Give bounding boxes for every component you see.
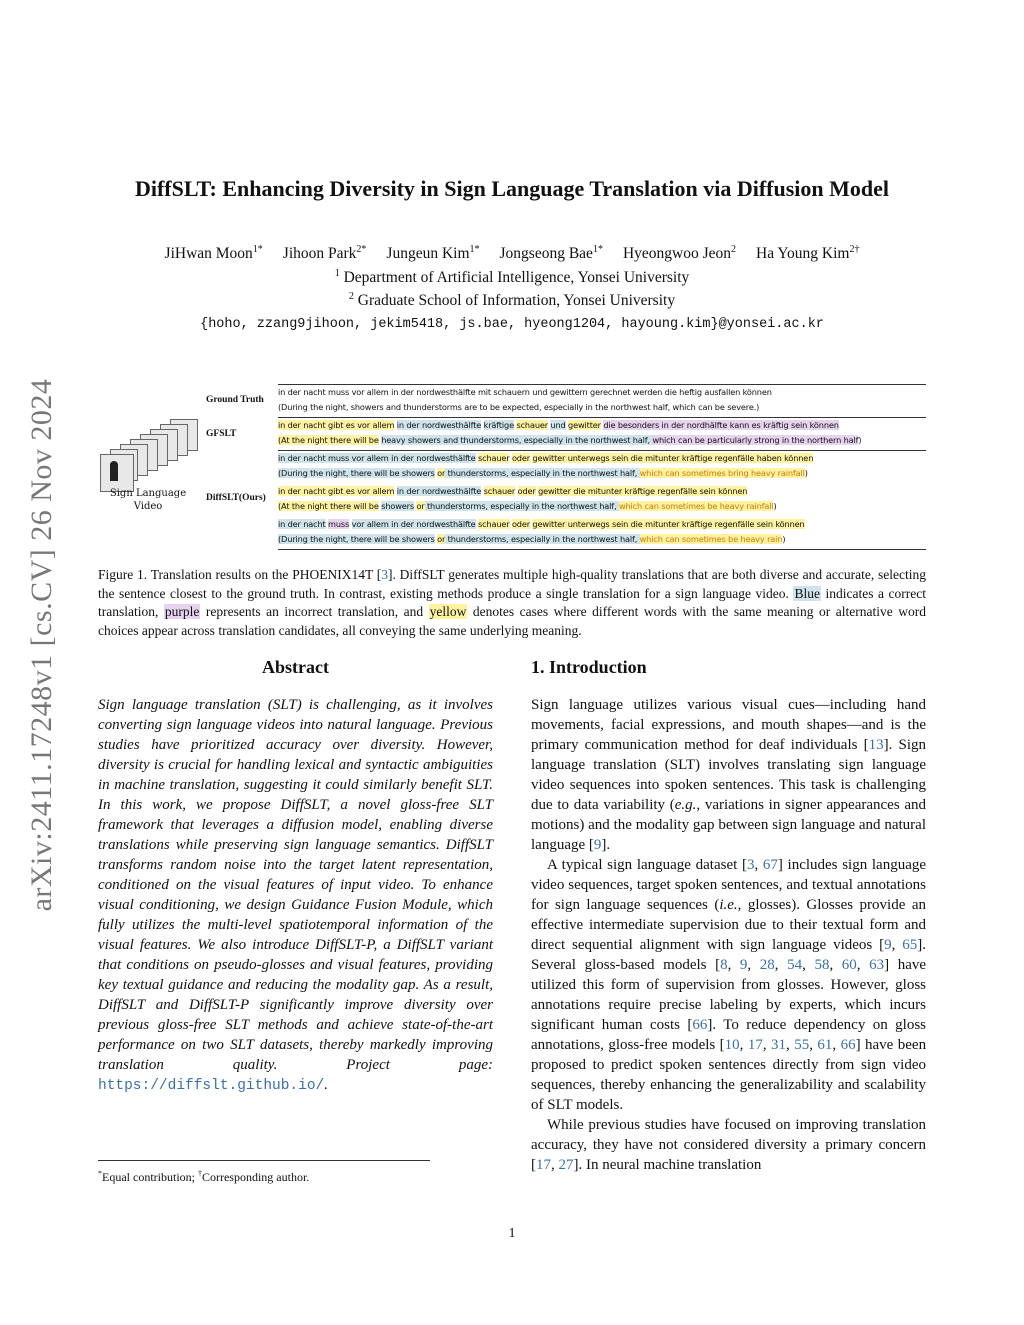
- legend-yellow: yellow: [429, 604, 467, 619]
- text-run: ,: [829, 957, 842, 973]
- abstract-heading: Abstract: [262, 657, 329, 677]
- text-run: ].: [601, 837, 611, 853]
- text-run: ,: [551, 1157, 559, 1173]
- label-ground-truth: Ground Truth: [206, 395, 264, 405]
- paper-title: DiffSLT: Enhancing Diversity in Sign Language Translation via Diffusion Model: [134, 176, 890, 201]
- citation-link[interactable]: 10: [724, 1037, 740, 1053]
- text-run: ,: [727, 957, 740, 973]
- citation-link[interactable]: 67: [762, 857, 778, 873]
- citation-link[interactable]: 54: [787, 957, 803, 973]
- caption-citation[interactable]: 3: [381, 567, 388, 582]
- citation-link[interactable]: 60: [841, 957, 857, 973]
- text-run: ]. To reduce dependency on gloss annotations, gloss-free models [: [531, 1017, 927, 1053]
- affiliation-2: $^2$ Graduate School of Information, Yonsei University: [348, 291, 676, 310]
- project-page-link[interactable]: https://diffslt.github.io/: [98, 1078, 325, 1094]
- citation-link[interactable]: 27: [558, 1157, 574, 1173]
- arxiv-stamp: arXiv:2411.17248v1 [cs.CV] 26 Nov 2024: [25, 378, 58, 912]
- citation-link[interactable]: 65: [902, 937, 918, 953]
- abstract-body: Sign language translation (SLT) is challenging, as it involves converting sign language videos into natural language. Previous studies have prioritized accuracy over diversity. However, diversity is crucial for handling lexical and syntactic ambiguities in machine translation, suggesting it could similarly benefit SLT. In this work, we propose DiffSLT, a novel gloss-free SLT framework that leverages a diffusion model, enabling diverse translations while preserving sign language semantics. DiffSLT transforms random noise into the target latent representation, conditioned on the visual features of input video. To enhance visual conditioning, we design Guidance Fusion Module, which fully utilizes the multi-level spatiotemporal information of the visual features. We also introduce DiffSLT-P, a DiffSLT variant that conditions on pseudo-glosses and visual features, providing key textual guidance and reducing the modality gap. As a result, DiffSLT and DiffSLT-P significantly improve diversity over previous gloss-free SLT methods and achieve state-of-the-art performance on two SLT datasets, thereby markedly improving translation quality. Project page: https://diffslt.github.io/.: [98, 697, 493, 1094]
- citation-link[interactable]: 9: [739, 957, 748, 973]
- sign-video-thumbnails: [100, 419, 200, 491]
- citation-link[interactable]: 3: [746, 857, 755, 873]
- gfslt-translation: in der nacht gibt es vor allem in der nordwesthälfte kräftige schauer und gewitter die besonders in der nordhälfte kann es kräftig sein können (At the night there will be heavy showers and thunderstorms, especially in the northwest half, which can be particularly strong in the northern half): [278, 420, 862, 445]
- video-label: Sign Language Video: [109, 488, 187, 512]
- citation-link[interactable]: 61: [817, 1037, 833, 1053]
- introduction-heading: 1. Introduction: [531, 657, 647, 677]
- text-run: ] have utilized this form of supervision from glosses. However, gloss annotations require precise labeling by experts, which incurs significant human costs [: [531, 957, 927, 1033]
- text-run: ]. Several gloss-based models [: [531, 937, 926, 973]
- legend-blue: Blue: [794, 585, 820, 601]
- text-run: ] have been proposed to predict spoken sentences directly from sign video sequences, thereby enhancing the generalizability and scalability of SLT models.: [531, 1037, 927, 1113]
- citation-link[interactable]: 58: [814, 957, 830, 973]
- citation-link[interactable]: 13: [868, 737, 884, 753]
- citation-link[interactable]: 63: [869, 957, 885, 973]
- text-run: A typical sign language dataset [: [547, 857, 747, 873]
- text-run: ,: [802, 957, 815, 973]
- author-list: [0, 244, 1024, 263]
- text-run: ,: [774, 957, 788, 973]
- text-run: ,: [762, 1037, 772, 1053]
- affiliation-1: $^1$ Department of Artificial Intelligence, Yonsei University: [334, 268, 690, 287]
- text-run: ]. Sign language translation (SLT) involves translating sign language video sequences into spoken sentences. This task is challenging due to data variability (: [531, 737, 926, 813]
- author: Jihoon Park$^{2*}$: [282, 244, 367, 263]
- citation-link[interactable]: 17: [536, 1157, 551, 1173]
- text-run: ,: [856, 957, 870, 973]
- figure-1: [98, 383, 926, 551]
- diffslt-translation-1: in der nacht muss vor allem in der nordwesthälfte schauer oder gewitter unterwegs sein die mitunter kräftige regenfälle haben können (During the night, there will be showers or thunderstorms, especially in the northwest half, which can sometimes bring heavy rainfall): [278, 453, 814, 478]
- label-diffslt: DiffSLT(Ours): [206, 493, 266, 503]
- text-run: ,: [891, 937, 903, 953]
- footnote: *Equal contribution; †Corresponding author.: [98, 1169, 310, 1184]
- author: Jungeun Kim$^{1*}$: [386, 244, 480, 263]
- emphasis: e.g.: [674, 797, 697, 813]
- diffslt-translation-3: in der nacht muss vor allem in der nordwesthälfte schauer oder gewitter unterwegs sein die mitunter kräftige regenfälle sein können (During the night, there will be showers or thunderstorms, especially in the northwest half, which can sometimes be heavy rain): [278, 519, 805, 544]
- text-run: ,: [832, 1037, 841, 1053]
- text-run: ,: [747, 957, 760, 973]
- diffslt-translation-2: in der nacht gibt es vor allem in der nordwesthälfte schauer oder gewitter die mitunter kräftige regenfälle sein können (At the night there will be showers or thunderstorms, especially in the northwest half, which can sometimes be heavy rainfall): [278, 486, 777, 511]
- text-run: While previous studies have focused on improving translation accuracy, they have not considered diversity a primary concern [: [531, 1117, 926, 1173]
- introduction-section: [531, 657, 926, 1175]
- ground-truth-translation: in der nacht muss vor allem in der nordwesthälfte mit schauern und gewittern gerechnet werden die heftig ausfallen können (During the night, showers and thunderstorms are to be expected, especially in the northwest half, which can be severe.): [278, 387, 772, 412]
- citation-link[interactable]: 31: [771, 1037, 787, 1053]
- text-run: ,: [809, 1037, 818, 1053]
- citation-link[interactable]: 66: [840, 1037, 856, 1053]
- text-run: , glosses). Glosses provide an effective intermediate supervision due to their textual form and direct sequential alignment with sign language videos [: [531, 897, 926, 953]
- legend-purple: purple: [164, 604, 200, 619]
- author: JiHwan Moon$^{1*}$: [164, 244, 263, 263]
- abstract-section: [98, 657, 493, 1096]
- footnote-rule: [98, 1160, 430, 1161]
- text-run: ]. In neural machine translation: [573, 1157, 762, 1173]
- citation-link[interactable]: 9: [884, 937, 892, 953]
- citation-link[interactable]: 28: [759, 957, 775, 973]
- text-run: ,: [786, 1037, 795, 1053]
- label-gfslt: GFSLT: [206, 429, 237, 439]
- intro-paragraph-3: [531, 1115, 926, 1175]
- text-run: ] includes sign language video sequences, target spoken sentences, and textual annotations for sign language sequences (: [531, 857, 927, 913]
- citation-link[interactable]: 66: [692, 1017, 708, 1033]
- figure-caption: Figure 1. Translation results on the PHOENIX14T [3]. DiffSLT generates multiple high-quality translations that are both diverse and accurate, selecting the sentence closest to the ground truth. In contrast, existing methods produce a single translation for a sign language video. Blue indicates a correct translation, purple represents an incorrect translation, and yellow denotes cases where different words with the same meaning or alternative word choices appear across translation candidates, all conveying the same underlying meaning.: [98, 567, 926, 638]
- author: Hyeongwoo Jeon$^2$: [622, 244, 736, 263]
- author-emails: {hoho, zzang9jihoon, jekim5418, js.bae, hyeong1204, hayoung.kim}@yonsei.ac.kr: [200, 317, 824, 332]
- text-run: ,: [739, 1037, 748, 1053]
- emphasis: i.e.: [719, 897, 738, 913]
- text-run: Sign language utilizes various visual cues—including hand movements, facial expressions, and mouth shapes—and is the primary communication method for deaf individuals [: [531, 697, 926, 753]
- citation-link[interactable]: 55: [794, 1037, 810, 1053]
- intro-paragraph-1: [531, 695, 926, 855]
- author: Ha Young Kim$^{2\dagger}$: [756, 244, 860, 263]
- text-run: ,: [754, 857, 763, 873]
- citation-link[interactable]: 17: [747, 1037, 763, 1053]
- page-number: 1: [508, 1226, 516, 1241]
- citation-link[interactable]: 8: [720, 957, 728, 973]
- author: Jongseong Bae$^{1*}$: [499, 244, 603, 263]
- citation-link[interactable]: 9: [593, 837, 602, 853]
- text-run: , variations in signer appearances and motions) and the modality gap between sign language and natural language [: [531, 797, 926, 853]
- intro-paragraph-2: [531, 855, 926, 1115]
